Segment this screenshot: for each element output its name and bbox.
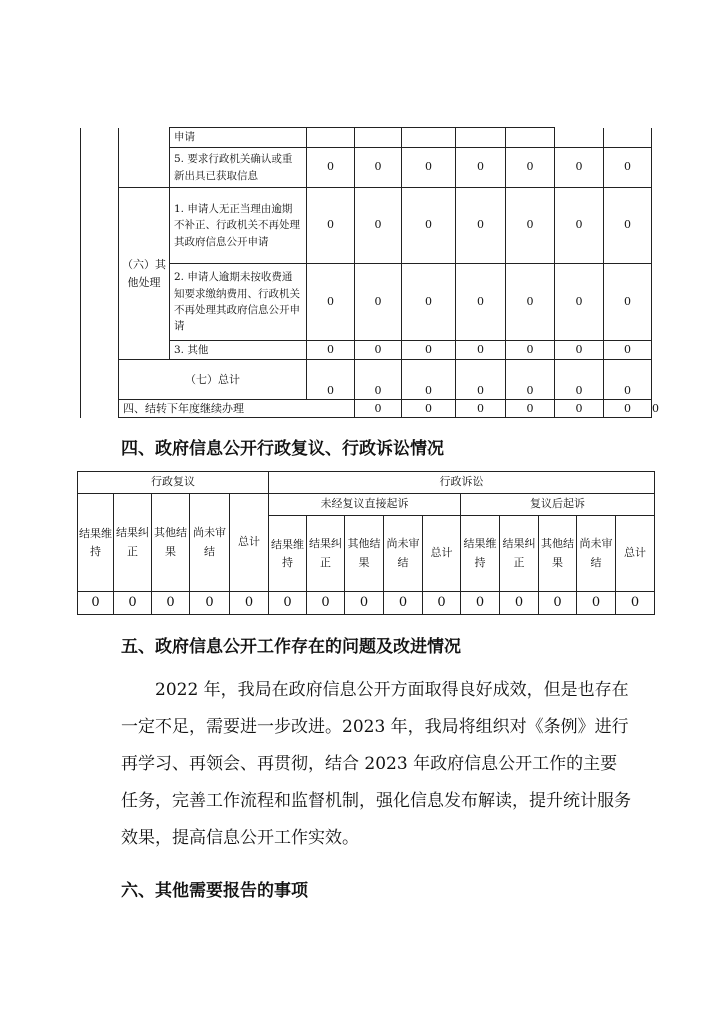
cell-value: 0 (506, 400, 555, 418)
column-header: 总计 (423, 516, 461, 592)
cell-value: 0 (269, 592, 307, 615)
table-row (78, 494, 655, 516)
cell-value: 0 (307, 188, 355, 264)
cell-value: 0 (355, 188, 402, 264)
column-header: 结果纠正 (500, 516, 539, 592)
cell-value: 0 (355, 400, 402, 418)
cell-value: 0 (152, 592, 190, 615)
category-label: （六）其他处理 (119, 188, 170, 360)
row-label: 申请 (170, 128, 307, 148)
cell-value: 0 (604, 264, 652, 341)
cell-value: 0 (307, 592, 345, 615)
cell-value: 0 (604, 400, 652, 418)
body-paragraph: 2022 年，我局在政府信息公开方面取得良好成效，但是也存在一定不足，需要进一步改进。2023 年，我局将组织对《条例》进行再学习、再领会、再贯彻，结合 2023 年政府信息公开工作的主要任务，完善工作流程和监督机制，强化信息发布解读，提升统计服务效果，提高信息公开工作实效。 (121, 680, 631, 848)
column-header: 总计 (616, 516, 655, 592)
cell-value: 0 (355, 148, 402, 188)
cell-value: 0 (402, 360, 456, 400)
cell-value: 0 (355, 341, 402, 360)
cell-value: 0 (402, 188, 456, 264)
table-row (78, 592, 655, 615)
cell-value: 0 (307, 148, 355, 188)
cell-value: 0 (555, 264, 604, 341)
cell-value: 0 (555, 400, 604, 418)
cell-value: 0 (555, 148, 604, 188)
cell-value: 0 (307, 341, 355, 360)
cell-value: 0 (78, 592, 114, 615)
column-header: 其他结果 (539, 516, 577, 592)
cell-value: 0 (230, 592, 269, 615)
cell-value: 0 (506, 148, 555, 188)
cell-value: 0 (402, 264, 456, 341)
column-header: 其他结果 (152, 494, 190, 592)
cell-value: 0 (604, 188, 652, 264)
row-label: （七）总计 (119, 360, 307, 400)
cell-value: 0 (456, 148, 506, 188)
cell-value: 0 (506, 188, 555, 264)
table-row (78, 472, 655, 494)
cell-value: 0 (577, 592, 616, 615)
cell-value: 0 (555, 360, 604, 400)
column-header: 复议后起诉 (461, 494, 655, 516)
cell-value: 0 (456, 341, 506, 360)
column-header: 总计 (230, 494, 269, 592)
cell-value: 0 (555, 341, 604, 360)
cell-value: 0 (307, 264, 355, 341)
row-label: 1. 申请人无正当理由逾期不补正、行政机关不再处理其政府信息公开申请 (170, 188, 307, 264)
cell-value: 0 (355, 264, 402, 341)
cell-value: 0 (555, 188, 604, 264)
column-header: 尚未审结 (384, 516, 423, 592)
cell-value: 0 (604, 341, 652, 360)
column-header: 结果纠正 (114, 494, 152, 592)
cell-value: 0 (604, 360, 652, 400)
cell-value: 0 (506, 264, 555, 341)
cell-value: 0 (539, 592, 577, 615)
column-header: 行政诉讼 (269, 472, 655, 494)
cell-value: 0 (402, 400, 456, 418)
column-header: 结果维持 (269, 516, 307, 592)
column-header: 结果维持 (461, 516, 500, 592)
table-row (81, 128, 652, 148)
cell-value: 0 (456, 188, 506, 264)
cell-value: 0 (456, 264, 506, 341)
section-heading: 四、政府信息公开行政复议、行政诉讼情况 (121, 439, 444, 459)
cell-value: 0 (402, 341, 456, 360)
cell-value: 0 (500, 592, 539, 615)
row-label: 四、结转下年度继续办理 (119, 400, 355, 418)
disposal-results-table (80, 127, 659, 418)
cell-value: 0 (384, 592, 423, 615)
cell-value: 0 (402, 148, 456, 188)
cell-value: 0 (114, 592, 152, 615)
cell-value: 0 (506, 360, 555, 400)
table-row (81, 360, 652, 400)
cell-value: 0 (616, 592, 655, 615)
cell-value: 0 (604, 148, 652, 188)
table-row: 四、结转下年度继续办理 0 0 0 0 0 0 0 (81, 400, 652, 418)
cell-value: 0 (456, 360, 506, 400)
cell-value: 0 (307, 360, 355, 400)
cell-value: 0 (423, 592, 461, 615)
column-header: 尚未审结 (190, 494, 230, 592)
column-header: 其他结果 (345, 516, 384, 592)
column-header: 行政复议 (78, 472, 269, 494)
row-label: 3. 其他 (170, 341, 307, 360)
table-row (81, 148, 652, 188)
table-row (81, 188, 652, 264)
column-header: 结果维持 (78, 494, 114, 592)
cell-value: 0 (190, 592, 230, 615)
cell-value: 0 (506, 341, 555, 360)
row-label: 2. 申请人逾期未按收费通知要求缴纳费用、行政机关不再处理其政府信息公开申请 (170, 264, 307, 341)
review-litigation-table (77, 471, 655, 615)
column-header: 未经复议直接起诉 (269, 494, 461, 516)
row-label: 5. 要求行政机关确认或重新出具已获取信息 (170, 148, 307, 188)
cell-value: 0 (461, 592, 500, 615)
cell-value: 0 (456, 400, 506, 418)
section-heading: 六、其他需要报告的事项 (121, 881, 308, 901)
column-header: 结果纠正 (307, 516, 345, 592)
cell-value: 0 (355, 360, 402, 400)
section-heading: 五、政府信息公开工作存在的问题及改进情况 (121, 637, 461, 657)
cell-value: 0 (345, 592, 384, 615)
column-header: 尚未审结 (577, 516, 616, 592)
